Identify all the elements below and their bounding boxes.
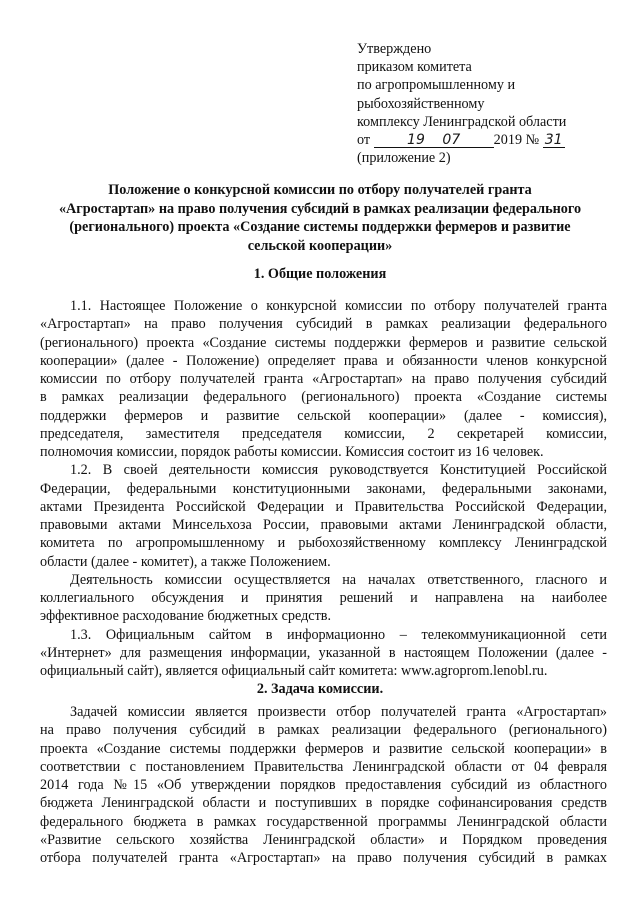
paragraph-line: (регионального) проекта «Создание системы поддержки фермеров и развитие сельской	[40, 334, 607, 351]
paragraph-line: коллегиального обсуждения и принятия решений и направлена на наиболее	[40, 590, 607, 606]
paragraph-line: соответствии с постановлением Правительства Ленинградской области от 04 февраля	[40, 758, 607, 775]
paragraph-line: актами Президента Российской Федерации и Правительства Российской Федерации,	[40, 498, 607, 515]
paragraph-line: комиссии по отбору получателей гранта «Агростартап» на право получения субсидий	[40, 371, 607, 387]
title-line: (регионального) проекта «Создание системы поддержки фермеров и развитие	[69, 219, 571, 235]
title-line: Положение о конкурсной комиссии по отбору получателей гранта	[108, 182, 532, 198]
paragraph-line: области (далее - комитет), а также Положением.	[40, 553, 331, 570]
paragraph-line: «Интернет» для размещения информации, указанной в настоящем Положении (далее -	[40, 644, 607, 661]
paragraph-line: «Агростартап» на право получения субсидий в рамках реализации федерального	[40, 316, 607, 333]
date-day: 19	[407, 132, 425, 149]
paragraph-line: 1.1. Настоящее Положение о конкурсной комиссии по отбору получателей гранта	[70, 298, 607, 314]
paragraph-line: поддержки фермеров и развитие сельской кооперации» (далее - комиссия),	[40, 407, 607, 424]
paragraph-line: кооперации» (далее - Положение) определяет права и обязанности членов конкурсной	[40, 352, 607, 369]
approval-appendix: (приложение 2)	[357, 150, 451, 167]
paragraph-line: 1.2. В своей деятельности комиссия руководствуется Конституцией Российской	[70, 462, 607, 479]
paragraph-line: федерального бюджета в рамках государственной программы Ленинградской области	[40, 813, 607, 830]
paragraph-line: отбора получателей гранта «Агростартап» на право получения субсидий в рамках	[40, 850, 607, 866]
paragraph-line: Задачей комиссии является произвести отбор получателей гранта «Агростартап»	[70, 704, 607, 720]
date-month: 07	[442, 132, 461, 149]
section2-heading: 2. Задача комиссии.	[256, 681, 384, 697]
approval-line: комплексу Ленинградской области	[357, 113, 567, 130]
paragraph-line: полномочия комиссии, порядок работы комиссии. Комиссия состоит из 16 человек.	[40, 444, 544, 460]
paragraph-line: 1.3. Официальным сайтом в информационно – телекоммуникационной сети	[70, 626, 607, 643]
paragraph-line: комитета по агропромышленному и рыбохозяйственному комплексу Ленинградской	[40, 535, 607, 552]
section1-body	[40, 297, 607, 680]
order-number-field	[543, 133, 565, 148]
title-line: «Агростартап» на право получения субсидий в рамках реализации федерального	[58, 200, 582, 217]
approval-date-line	[357, 131, 566, 149]
paragraph-line: в рамках реализации федерального (регионального) проекта «Создание системы	[40, 389, 607, 406]
date-prefix: от	[357, 132, 371, 149]
paragraph-line: эффективное расходование бюджетных средств.	[40, 608, 332, 625]
paragraph-line: Деятельность комиссии осуществляется на началах ответственного, гласного и	[70, 571, 607, 588]
paragraph-line: 2014 года №15 «Об утверждении порядков предоставления субсидий из областного	[40, 777, 607, 793]
approval-line: Утверждено	[357, 41, 432, 57]
paragraph-line: правовыми актами Минсельхоза России, правовыми актами Ленинградской области,	[40, 517, 607, 533]
paragraph-line: на право получения субсидий в рамках реализации федерального (регионального)	[40, 722, 607, 739]
document-title	[40, 181, 600, 255]
paragraph-line: бюджета Ленинградской области и поступивших в порядке софинансирования средств	[40, 795, 607, 812]
order-number: 31	[544, 132, 563, 149]
section2-body	[40, 703, 607, 867]
section1-heading: 1. Общие положения	[253, 266, 387, 282]
paragraph-line: проекта «Создание системы поддержки фермеров и развитие сельской кооперации» в	[40, 740, 607, 757]
paragraph-line: Федерации, федеральными конституционными законами, федеральными законами,	[40, 480, 607, 497]
approval-block	[357, 40, 566, 167]
paragraph-line: председателя, заместителя председателя комиссии, 2 секретарей комиссии,	[40, 425, 607, 442]
paragraph-line: официальный сайт), является официальный сайт комитета: www.agroprom.lenobl.ru.	[40, 663, 548, 679]
approval-line: рыбохозяйственному	[357, 95, 485, 112]
paragraph-line: «Развитие сельского хозяйства Ленинградской области» и Порядком проведения	[40, 831, 607, 848]
date-year-suffix: 2019 №	[493, 132, 540, 149]
date-field	[374, 133, 494, 148]
approval-line: по агропромышленному и	[357, 77, 516, 94]
approval-line: приказом комитета	[357, 59, 472, 76]
title-line: сельской кооперации»	[247, 237, 393, 254]
